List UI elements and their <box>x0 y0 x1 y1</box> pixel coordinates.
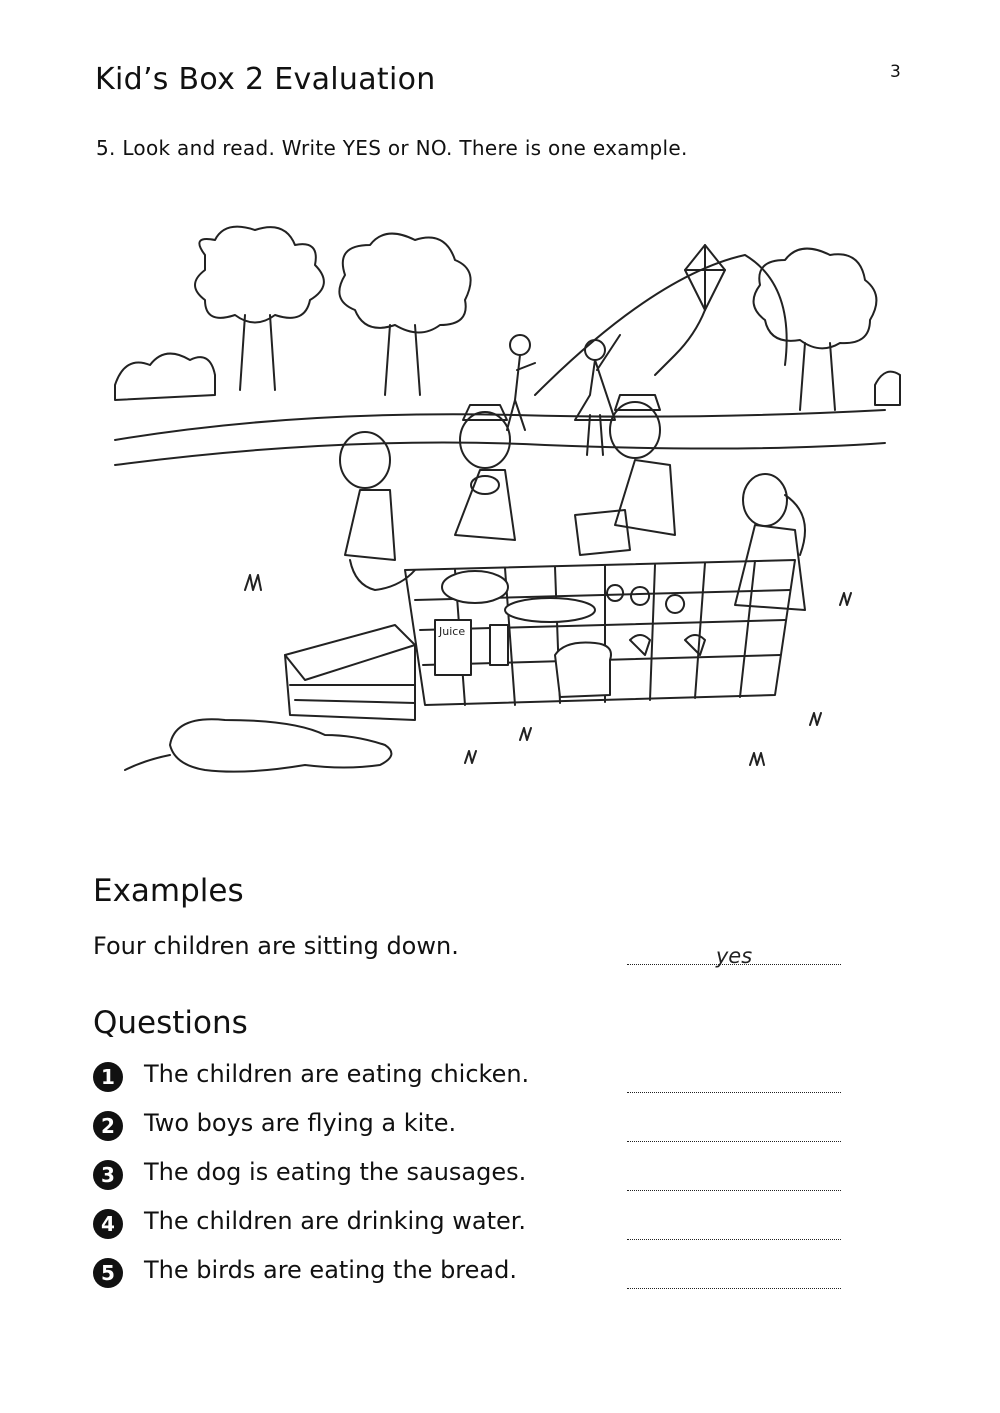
question-number-badge: 1 <box>93 1062 123 1092</box>
tree-middle <box>339 234 470 395</box>
question-number-badge: 3 <box>93 1160 123 1190</box>
question-text: The dog is eating the sausages. <box>144 1158 527 1186</box>
child-far-right <box>575 335 620 455</box>
bread <box>555 643 611 698</box>
fruit <box>607 585 684 613</box>
child-center <box>455 405 515 540</box>
bush-right <box>875 372 900 405</box>
question-row <box>93 1058 853 1098</box>
answer-field-4[interactable] <box>627 1225 841 1240</box>
question-number-badge: 4 <box>93 1209 123 1239</box>
question-row <box>93 1254 853 1294</box>
sausages-plate <box>505 598 595 622</box>
answer-field-2[interactable] <box>627 1127 841 1142</box>
answer-field-3[interactable] <box>627 1176 841 1191</box>
question-text: Two boys are flying a kite. <box>144 1109 457 1137</box>
juice-label: Juice <box>439 625 466 638</box>
question-row <box>93 1156 853 1196</box>
page-title: Kid’s Box 2 Evaluation <box>95 62 436 97</box>
example-answer-field[interactable] <box>627 944 841 968</box>
answer-field-5[interactable] <box>627 1274 841 1289</box>
birds <box>630 635 705 655</box>
tree-left <box>195 227 324 390</box>
question-text: The children are eating chicken. <box>144 1060 530 1088</box>
hill <box>535 255 787 395</box>
picnic-basket <box>285 625 415 720</box>
examples-heading: Examples <box>93 873 244 909</box>
tree-right <box>754 249 877 410</box>
question-text: The birds are eating the bread. <box>144 1256 517 1284</box>
child-left <box>340 432 415 590</box>
answer-field-1[interactable] <box>627 1078 841 1093</box>
example-row <box>93 930 853 970</box>
question-row <box>93 1205 853 1245</box>
example-answer-value: yes <box>715 944 753 968</box>
question-row <box>93 1107 853 1147</box>
question-number-badge: 2 <box>93 1111 123 1141</box>
picnic-illustration <box>95 215 905 810</box>
path-line <box>115 410 885 440</box>
bush-left <box>115 354 215 400</box>
questions-heading: Questions <box>93 1005 248 1041</box>
page-number: 3 <box>890 62 901 82</box>
glass <box>490 625 508 665</box>
question-text: The children are drinking water. <box>144 1207 527 1235</box>
instruction-text: 5. Look and read. Write YES or NO. There is one example. <box>96 136 688 160</box>
question-number-badge: 5 <box>93 1258 123 1288</box>
example-text: Four children are sitting down. <box>93 932 459 960</box>
dog <box>125 719 391 771</box>
cake <box>442 571 508 603</box>
